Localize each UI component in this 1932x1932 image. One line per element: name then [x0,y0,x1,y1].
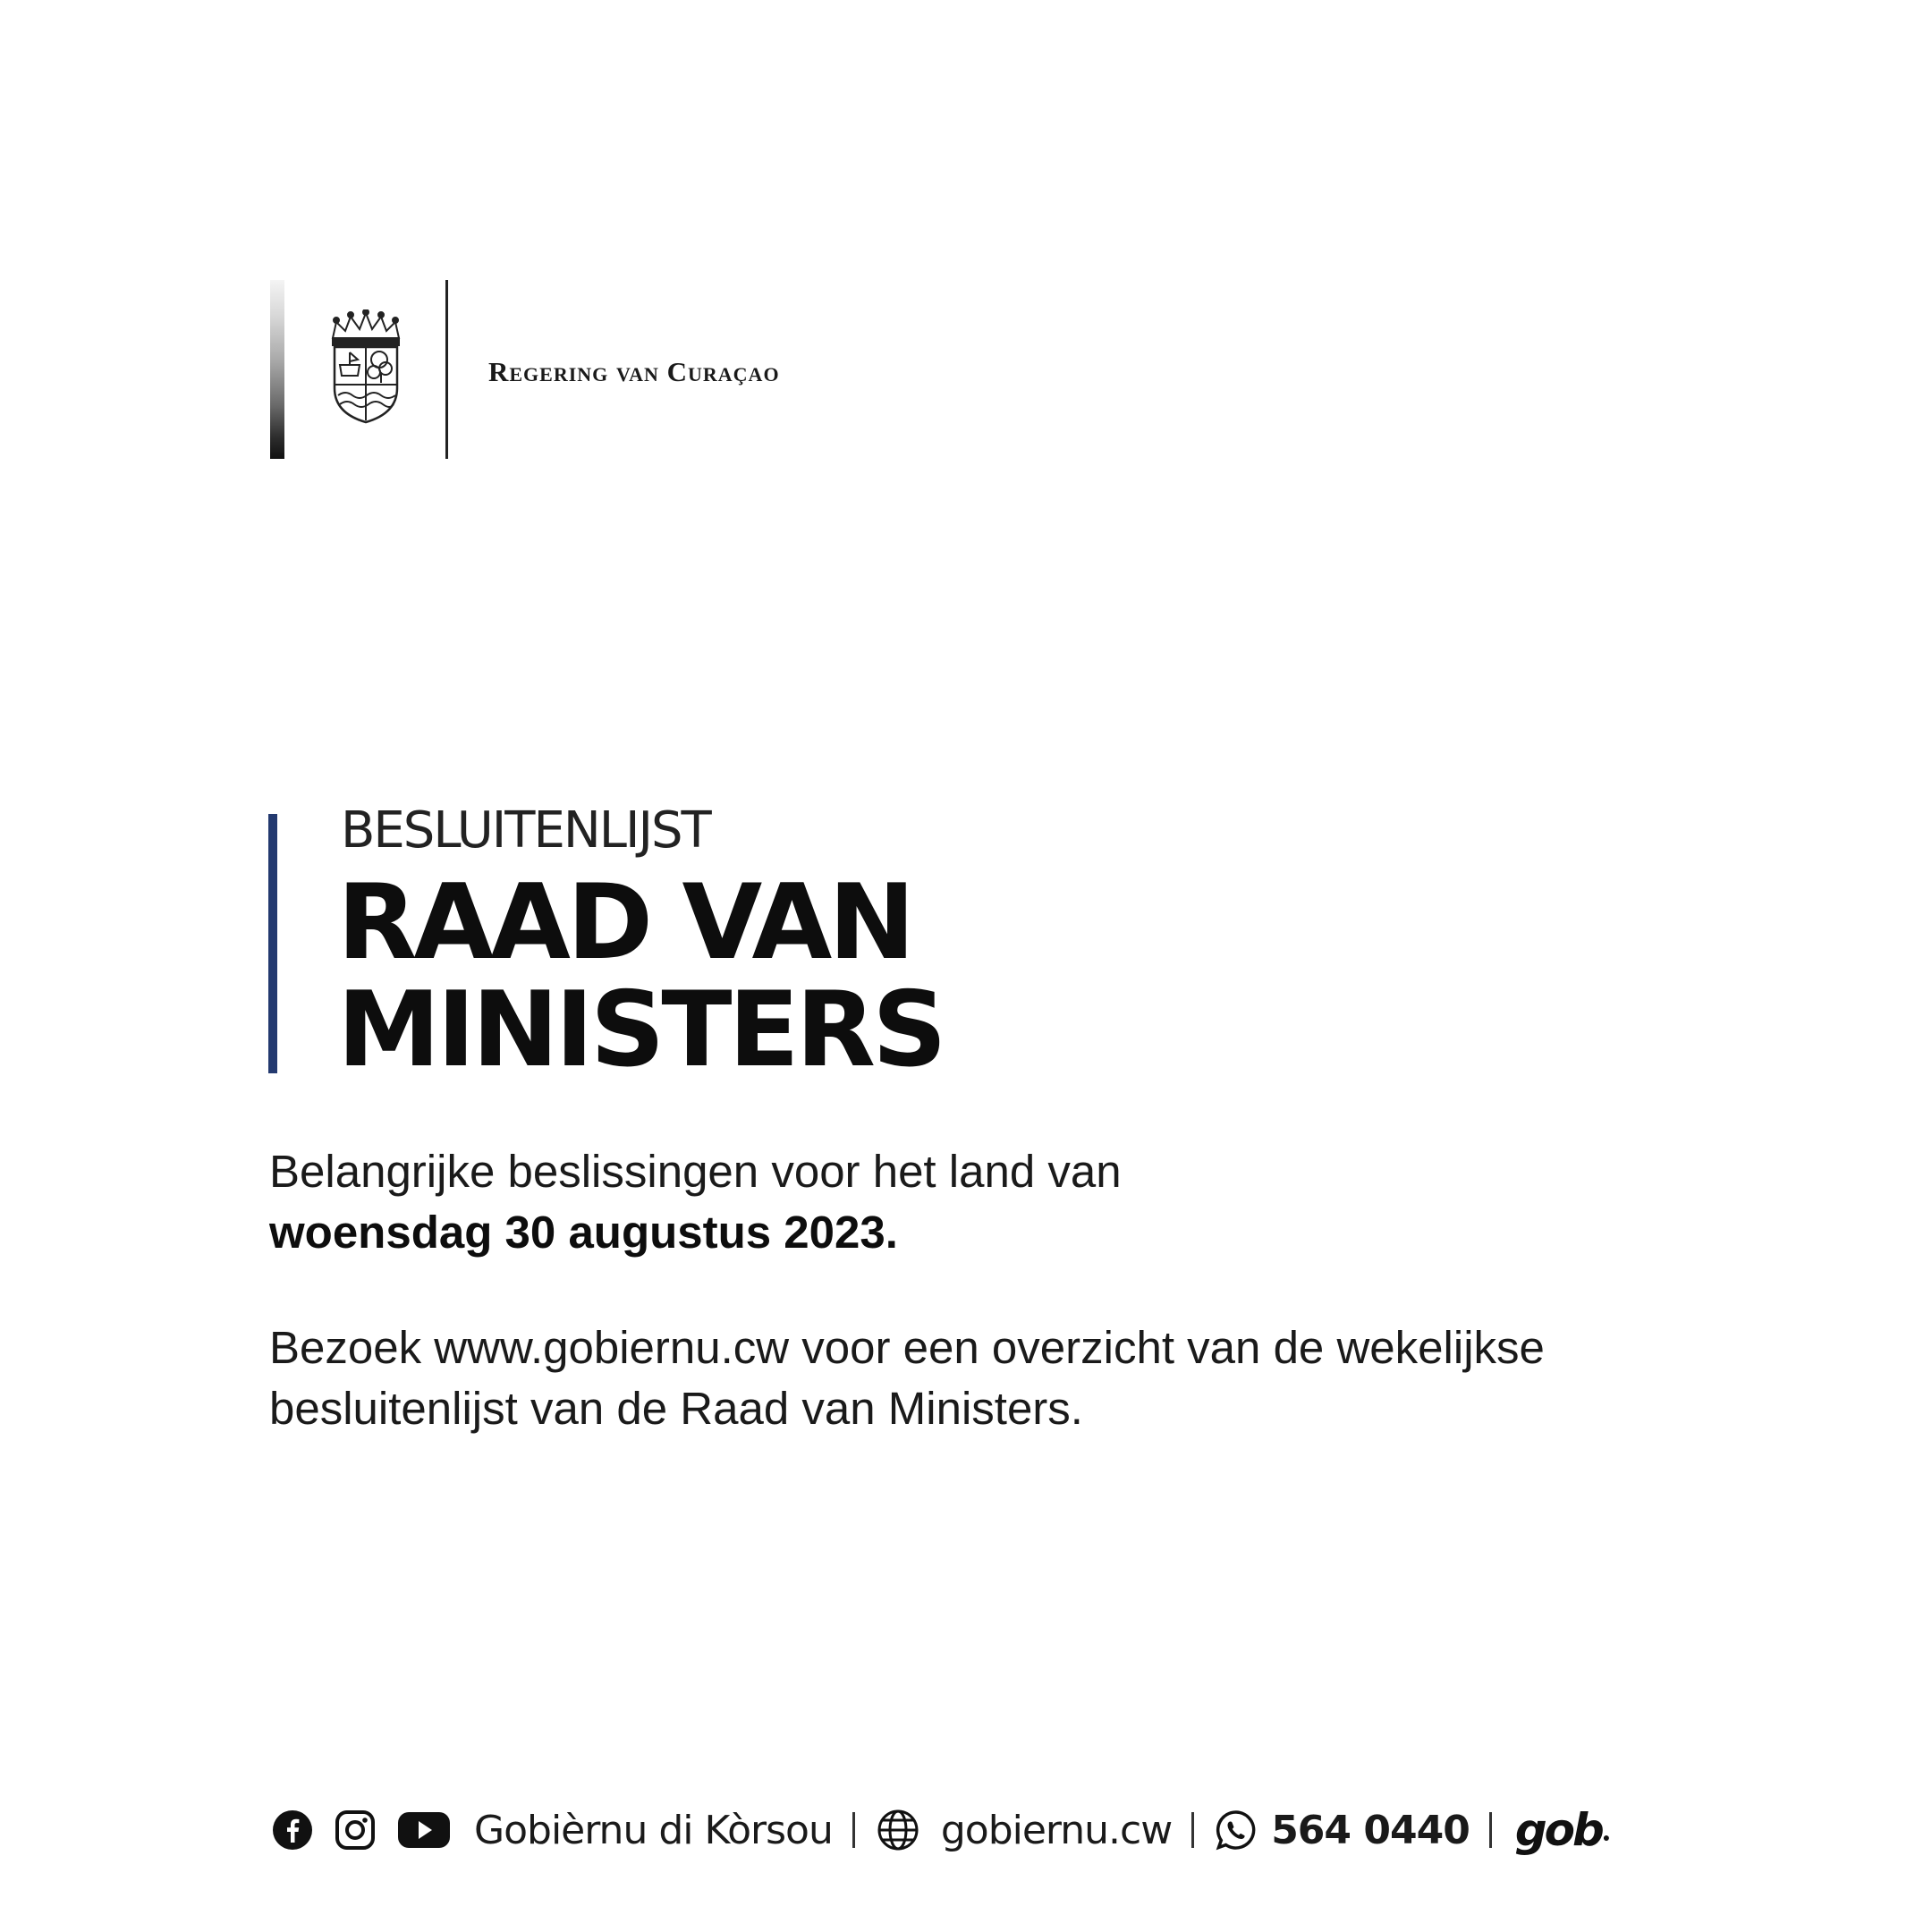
footer-divider [1489,1812,1492,1848]
whatsapp-icon [1216,1809,1257,1851]
lead-paragraph [269,1141,1122,1263]
footer [272,1803,1610,1857]
footer-divider [1191,1812,1194,1848]
gob-brand-mark: gob [1514,1804,1602,1856]
visit-text-line-2: besluitenlijst van de Raad van Ministers. [269,1383,1083,1434]
coat-of-arms-logo [327,309,404,424]
visit-text-line-1: Bezoek www.gobiernu.cw voor een overzicht van de wekelijkse [269,1322,1545,1373]
phone-number[interactable]: 564 0440 [1271,1807,1470,1853]
gob-brand-dot: ● [1602,1830,1611,1844]
social-handle: Gobièrnu di Kòrsou [474,1807,833,1853]
header-divider [445,280,448,459]
globe-icon [877,1809,919,1852]
title-line-2: MINISTERS [337,970,944,1090]
lead-text: Belangrijke beslissingen voor het land van [269,1146,1122,1197]
meeting-date: woensdag 30 augustus 2023. [269,1207,898,1258]
gradient-bar [270,280,284,459]
organization-name: Regering van Curaçao [488,356,780,387]
accent-bar [268,814,277,1073]
document-kicker: BESLUITENLIJST [341,801,710,860]
footer-divider [852,1812,855,1848]
title-line-1: RAAD VAN [337,862,912,983]
instagram-icon[interactable] [335,1809,376,1851]
youtube-icon[interactable] [397,1810,451,1850]
facebook-icon[interactable] [272,1809,313,1851]
page-title [337,862,944,1090]
visit-paragraph [269,1318,1545,1439]
website-link[interactable]: gobiernu.cw [940,1807,1173,1853]
